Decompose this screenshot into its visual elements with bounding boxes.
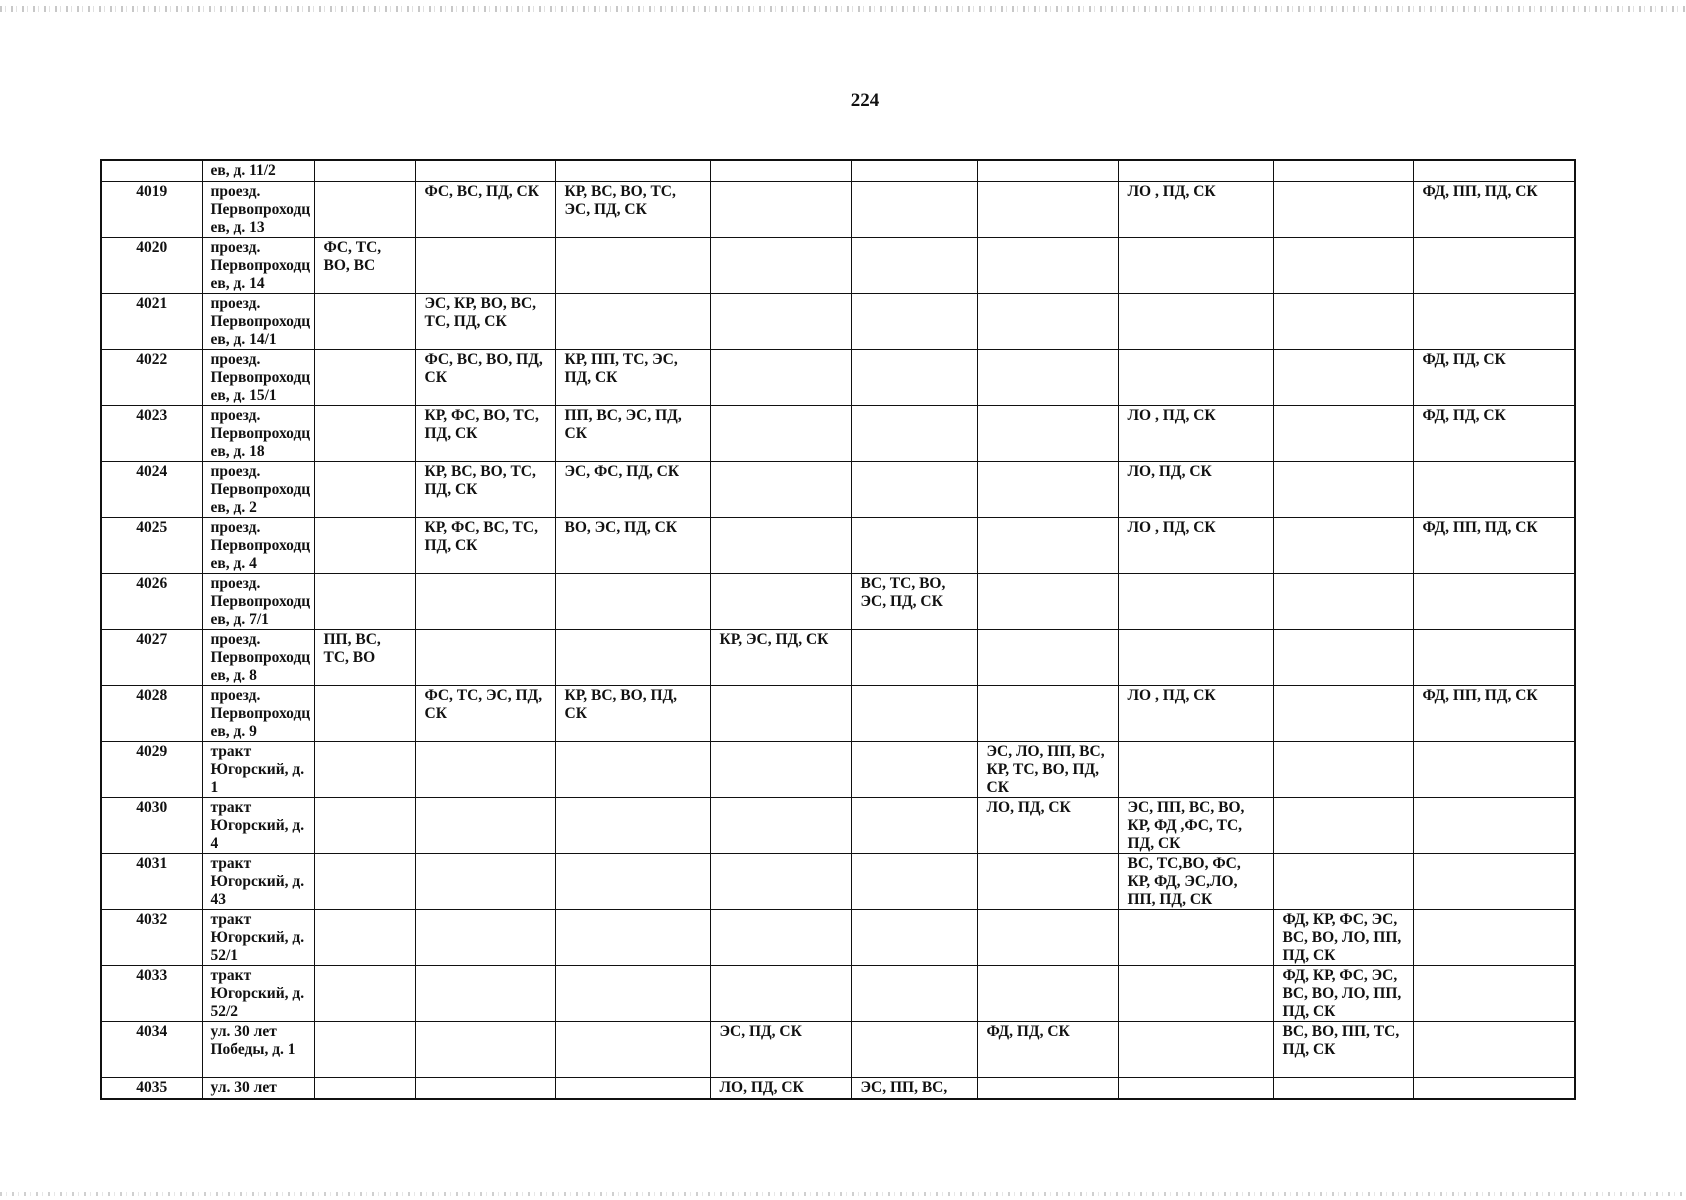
work-codes-cell [555, 160, 710, 182]
work-codes-cell [851, 910, 977, 966]
work-codes-cell [977, 518, 1118, 574]
work-codes-cell [977, 630, 1118, 686]
work-codes-cell [851, 294, 977, 350]
work-codes-cell [851, 742, 977, 798]
work-codes-cell: ФС, ТС, ВО, ВС [314, 238, 415, 294]
page-number: 224 [850, 90, 880, 111]
work-codes-cell [415, 160, 555, 182]
row-number-cell: 4031 [101, 854, 202, 910]
work-codes-cell [415, 1078, 555, 1100]
work-codes-cell [710, 798, 851, 854]
work-codes-cell [851, 518, 977, 574]
row-number-cell: 4032 [101, 910, 202, 966]
work-codes-cell [314, 462, 415, 518]
work-codes-cell [415, 854, 555, 910]
work-codes-cell [977, 462, 1118, 518]
work-codes-cell: ФД, ПП, ПД, СК [1413, 518, 1575, 574]
work-codes-cell [851, 238, 977, 294]
work-codes-cell [977, 350, 1118, 406]
work-codes-cell [851, 160, 977, 182]
row-number-cell: 4024 [101, 462, 202, 518]
address-cell: проезд. Первопроходц ев, д. 14/1 [202, 294, 314, 350]
table-row [101, 630, 1575, 686]
work-codes-cell [977, 406, 1118, 462]
address-cell: ул. 30 лет [202, 1078, 314, 1100]
table-row [101, 182, 1575, 238]
table-row [101, 742, 1575, 798]
work-codes-cell [314, 182, 415, 238]
work-codes-cell [415, 910, 555, 966]
work-codes-cell [1273, 1078, 1413, 1100]
work-codes-cell [314, 160, 415, 182]
work-codes-cell [851, 406, 977, 462]
table-row [101, 966, 1575, 1022]
work-codes-cell: КР, ВС, ВО, ПД, СК [555, 686, 710, 742]
work-codes-cell [710, 294, 851, 350]
row-number-cell: 4033 [101, 966, 202, 1022]
work-codes-cell [555, 1078, 710, 1100]
work-codes-cell [977, 238, 1118, 294]
work-codes-cell [415, 238, 555, 294]
work-codes-cell: ЛО, ПД, СК [1118, 462, 1273, 518]
work-codes-cell: ЭС, ПП, ВС, ВО, КР, ФД ,ФС, ТС, ПД, СК [1118, 798, 1273, 854]
work-codes-cell: КР, ФС, ВО, ТС, ПД, СК [415, 406, 555, 462]
work-codes-cell [314, 406, 415, 462]
table-row [101, 238, 1575, 294]
work-codes-cell [1413, 798, 1575, 854]
work-codes-cell [1413, 1022, 1575, 1078]
work-codes-cell: ЛО, ПД, СК [710, 1078, 851, 1100]
work-codes-cell: ВО, ЭС, ПД, СК [555, 518, 710, 574]
work-codes-cell: ЛО , ПД, СК [1118, 686, 1273, 742]
work-codes-cell [555, 574, 710, 630]
work-codes-cell [555, 294, 710, 350]
work-codes-cell [1273, 686, 1413, 742]
work-codes-cell: ВС, ТС,ВО, ФС, КР, ФД, ЭС,ЛО, ПП, ПД, СК [1118, 854, 1273, 910]
work-codes-cell [314, 910, 415, 966]
table-row [101, 160, 1575, 182]
work-codes-cell [710, 518, 851, 574]
work-codes-cell: ФД, ПП, ПД, СК [1413, 182, 1575, 238]
row-number-cell: 4023 [101, 406, 202, 462]
work-codes-cell [1413, 742, 1575, 798]
work-codes-cell: ЛО, ПД, СК [977, 798, 1118, 854]
work-codes-cell [977, 182, 1118, 238]
address-cell: проезд. Первопроходц ев, д. 13 [202, 182, 314, 238]
address-cell: проезд. Первопроходц ев, д. 18 [202, 406, 314, 462]
table-row [101, 1022, 1575, 1078]
work-codes-cell: ФС, ВС, ВО, ПД, СК [415, 350, 555, 406]
work-codes-cell [710, 686, 851, 742]
work-codes-cell [1118, 294, 1273, 350]
row-number-cell: 4021 [101, 294, 202, 350]
work-codes-cell [851, 1022, 977, 1078]
address-cell: ев, д. 11/2 [202, 160, 314, 182]
work-codes-cell [314, 574, 415, 630]
table-row [101, 1078, 1575, 1100]
work-codes-cell [1413, 574, 1575, 630]
work-codes-cell [1273, 294, 1413, 350]
work-codes-cell: ЛО , ПД, СК [1118, 406, 1273, 462]
row-number-cell: 4025 [101, 518, 202, 574]
work-codes-cell: ФС, ВС, ПД, СК [415, 182, 555, 238]
work-codes-cell [1118, 1022, 1273, 1078]
row-number-cell: 4030 [101, 798, 202, 854]
work-codes-cell [977, 966, 1118, 1022]
work-codes-cell: ЭС, ПД, СК [710, 1022, 851, 1078]
work-codes-cell [977, 686, 1118, 742]
work-codes-cell [1273, 238, 1413, 294]
work-codes-cell [710, 350, 851, 406]
work-codes-cell [314, 798, 415, 854]
work-codes-cell [1273, 630, 1413, 686]
work-codes-cell [851, 966, 977, 1022]
work-codes-cell: КР, ВС, ВО, ТС, ПД, СК [415, 462, 555, 518]
work-codes-cell [710, 966, 851, 1022]
work-codes-cell: ВС, ТС, ВО, ЭС, ПД, СК [851, 574, 977, 630]
work-codes-cell [555, 630, 710, 686]
scan-edge-top [0, 6, 1686, 12]
work-codes-cell [1413, 910, 1575, 966]
work-codes-cell [977, 160, 1118, 182]
work-codes-cell [415, 1022, 555, 1078]
work-codes-cell [1413, 238, 1575, 294]
work-codes-cell: КР, ВС, ВО, ТС, ЭС, ПД, СК [555, 182, 710, 238]
work-codes-cell: ЭС, ФС, ПД, СК [555, 462, 710, 518]
work-codes-cell [1118, 630, 1273, 686]
address-cell: тракт Югорский, д. 52/1 [202, 910, 314, 966]
work-codes-cell [977, 294, 1118, 350]
work-codes-cell [415, 798, 555, 854]
data-table [100, 159, 1576, 1100]
work-codes-cell [555, 854, 710, 910]
work-codes-cell [1413, 1078, 1575, 1100]
work-codes-cell [314, 742, 415, 798]
address-cell: проезд. Первопроходц ев, д. 8 [202, 630, 314, 686]
work-codes-cell [851, 630, 977, 686]
work-codes-cell: ФД, ПД, СК [1413, 350, 1575, 406]
work-codes-cell [851, 686, 977, 742]
work-codes-cell [314, 1022, 415, 1078]
work-codes-cell: ЭС, ПП, ВС, [851, 1078, 977, 1100]
work-codes-cell [710, 238, 851, 294]
work-codes-cell [415, 966, 555, 1022]
work-codes-cell: ФД, ПП, ПД, СК [1413, 686, 1575, 742]
work-codes-cell [314, 686, 415, 742]
work-codes-cell [851, 798, 977, 854]
work-codes-cell [977, 910, 1118, 966]
work-codes-cell [1118, 1078, 1273, 1100]
work-codes-cell [977, 574, 1118, 630]
row-number-cell: 4026 [101, 574, 202, 630]
work-codes-cell: ЛО , ПД, СК [1118, 518, 1273, 574]
table-row [101, 686, 1575, 742]
work-codes-cell [555, 238, 710, 294]
work-codes-cell [314, 966, 415, 1022]
work-codes-cell: ЭС, ЛО, ПП, ВС, КР, ТС, ВО, ПД, СК [977, 742, 1118, 798]
work-codes-cell [1118, 238, 1273, 294]
work-codes-cell [710, 462, 851, 518]
work-codes-cell [1273, 854, 1413, 910]
table-row [101, 294, 1575, 350]
address-cell: проезд. Первопроходц ев, д. 14 [202, 238, 314, 294]
table-row [101, 406, 1575, 462]
address-cell: проезд. Первопроходц ев, д. 7/1 [202, 574, 314, 630]
work-codes-cell [1118, 742, 1273, 798]
work-codes-cell: ФД, ПД, СК [1413, 406, 1575, 462]
work-codes-cell: ФД, ПД, СК [977, 1022, 1118, 1078]
work-codes-cell [851, 350, 977, 406]
work-codes-cell: КР, ПП, ТС, ЭС, ПД, СК [555, 350, 710, 406]
address-cell: тракт Югорский, д. 43 [202, 854, 314, 910]
row-number-cell: 4027 [101, 630, 202, 686]
table-row [101, 350, 1575, 406]
address-cell: проезд. Первопроходц ев, д. 15/1 [202, 350, 314, 406]
work-codes-cell [710, 182, 851, 238]
work-codes-cell [1118, 350, 1273, 406]
work-codes-cell [1273, 742, 1413, 798]
work-codes-cell [1273, 518, 1413, 574]
work-codes-cell [851, 854, 977, 910]
work-codes-cell [1413, 160, 1575, 182]
work-codes-cell: КР, ЭС, ПД, СК [710, 630, 851, 686]
work-codes-cell [1413, 294, 1575, 350]
work-codes-cell [851, 182, 977, 238]
work-codes-cell [415, 630, 555, 686]
row-number-cell: 4022 [101, 350, 202, 406]
row-number-cell: 4029 [101, 742, 202, 798]
work-codes-cell: ЛО , ПД, СК [1118, 182, 1273, 238]
work-codes-cell [710, 160, 851, 182]
work-codes-cell [1118, 160, 1273, 182]
work-codes-cell [710, 910, 851, 966]
address-cell: ул. 30 лет Победы, д. 1 [202, 1022, 314, 1078]
work-codes-cell [1273, 462, 1413, 518]
work-codes-cell [1413, 630, 1575, 686]
work-codes-cell: ЭС, КР, ВО, ВС, ТС, ПД, СК [415, 294, 555, 350]
work-codes-cell [1273, 182, 1413, 238]
work-codes-cell [415, 574, 555, 630]
row-number-cell: 4034 [101, 1022, 202, 1078]
work-codes-cell [1273, 406, 1413, 462]
scan-edge-bottom [0, 1192, 1686, 1196]
work-codes-cell [851, 462, 977, 518]
work-codes-cell: ПП, ВС, ЭС, ПД, СК [555, 406, 710, 462]
address-cell: проезд. Первопроходц ев, д. 4 [202, 518, 314, 574]
work-codes-cell [1273, 350, 1413, 406]
work-codes-cell: КР, ФС, ВС, ТС, ПД, СК [415, 518, 555, 574]
work-codes-cell [1273, 160, 1413, 182]
work-codes-cell [710, 406, 851, 462]
work-codes-cell [1413, 966, 1575, 1022]
work-codes-cell [415, 742, 555, 798]
work-codes-cell [555, 1022, 710, 1078]
work-codes-cell [710, 574, 851, 630]
table-row [101, 518, 1575, 574]
work-codes-cell [1413, 854, 1575, 910]
work-codes-cell [1118, 966, 1273, 1022]
address-cell: проезд. Первопроходц ев, д. 9 [202, 686, 314, 742]
address-cell: тракт Югорский, д. 1 [202, 742, 314, 798]
address-cell: проезд. Первопроходц ев, д. 2 [202, 462, 314, 518]
work-codes-cell: ПП, ВС, ТС, ВО [314, 630, 415, 686]
row-number-cell: 4019 [101, 182, 202, 238]
row-number-cell: 4028 [101, 686, 202, 742]
work-codes-cell [555, 910, 710, 966]
table-row [101, 574, 1575, 630]
work-codes-cell [314, 350, 415, 406]
work-codes-cell [710, 742, 851, 798]
row-number-cell: 4020 [101, 238, 202, 294]
row-number-cell: 4035 [101, 1078, 202, 1100]
work-codes-cell: ФД, КР, ФС, ЭС, ВС, ВО, ЛО, ПП, ПД, СК [1273, 910, 1413, 966]
table-row [101, 462, 1575, 518]
work-codes-cell [314, 294, 415, 350]
work-codes-cell [710, 854, 851, 910]
work-codes-cell [314, 518, 415, 574]
work-codes-cell [555, 798, 710, 854]
table-row [101, 798, 1575, 854]
work-codes-cell [1118, 574, 1273, 630]
work-codes-cell: ВС, ВО, ПП, ТС, ПД, СК [1273, 1022, 1413, 1078]
table-row [101, 910, 1575, 966]
address-cell: тракт Югорский, д. 52/2 [202, 966, 314, 1022]
work-codes-cell [1273, 574, 1413, 630]
row-number-cell [101, 160, 202, 182]
work-codes-cell: ФС, ТС, ЭС, ПД, СК [415, 686, 555, 742]
work-codes-cell [1273, 798, 1413, 854]
work-codes-cell [555, 966, 710, 1022]
table-row [101, 854, 1575, 910]
work-codes-cell [977, 1078, 1118, 1100]
work-codes-cell [555, 742, 710, 798]
work-codes-cell [314, 854, 415, 910]
work-codes-cell [1413, 462, 1575, 518]
address-cell: тракт Югорский, д. 4 [202, 798, 314, 854]
work-codes-cell: ФД, КР, ФС, ЭС, ВС, ВО, ЛО, ПП, ПД, СК [1273, 966, 1413, 1022]
work-codes-cell [977, 854, 1118, 910]
table-body [101, 160, 1575, 1099]
work-codes-cell [1118, 910, 1273, 966]
work-codes-cell [314, 1078, 415, 1100]
